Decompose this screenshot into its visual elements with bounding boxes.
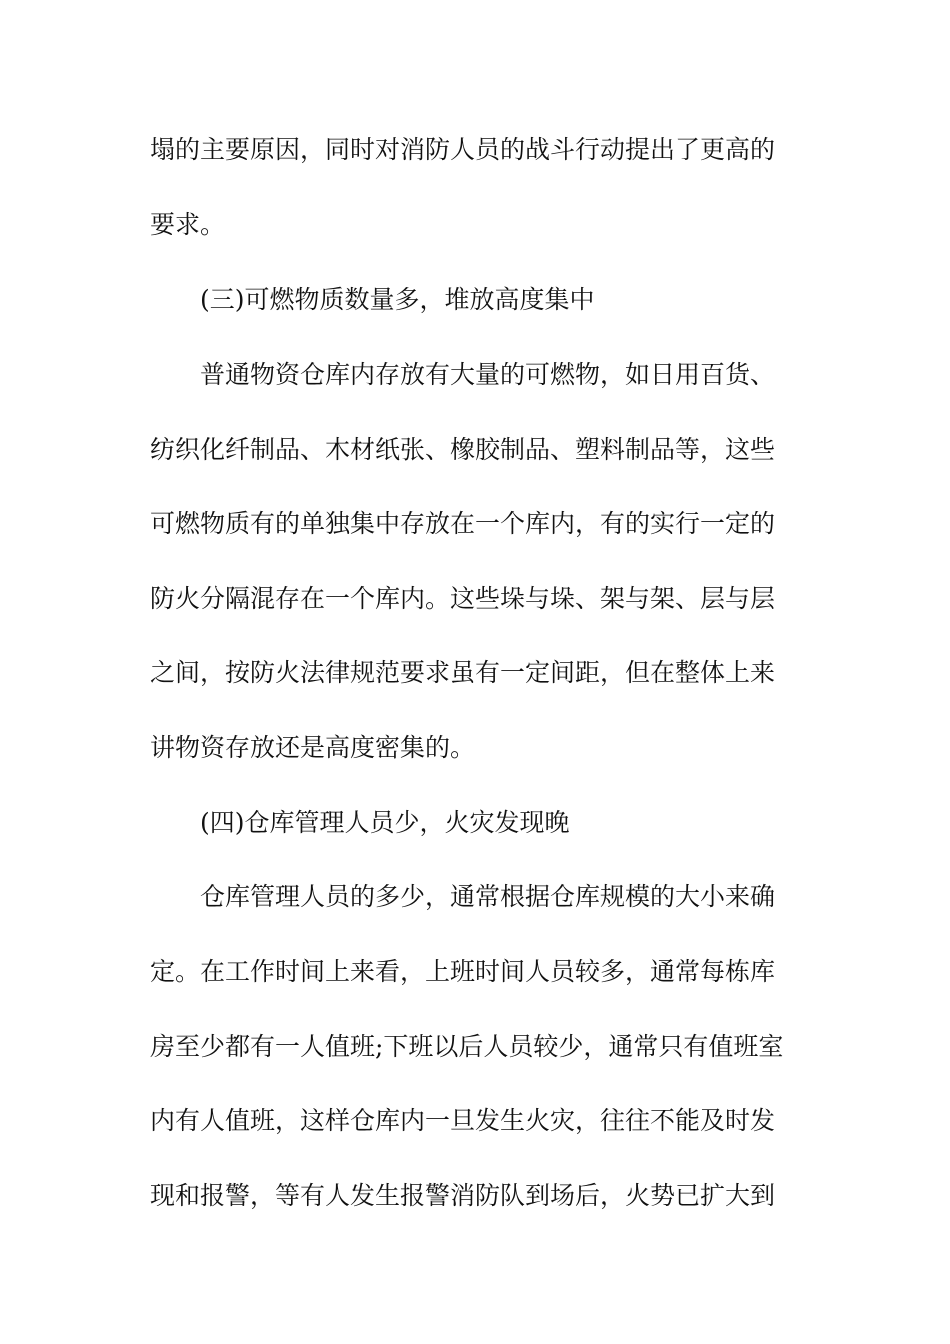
text-line: 可燃物质有的单独集中存放在一个库内，有的实行一定的: [150, 509, 776, 538]
text-line: 讲物资存放还是高度密集的。: [150, 733, 476, 762]
text-line: 定。在工作时间上来看，上班时间人员较多，通常每栋库: [150, 957, 776, 986]
text-line: 纺织化纤制品、木材纸张、橡胶制品、塑料制品等，这些: [150, 435, 776, 464]
section-heading-3: (三)可燃物质数量多，堆放高度集中: [200, 285, 595, 314]
text-line: 塌的主要原因，同时对消防人员的战斗行动提出了更高的: [150, 135, 776, 164]
text-line: 防火分隔混存在一个库内。这些垛与垛、架与架、层与层: [150, 584, 776, 613]
text-line: 之间，按防火法律规范要求虽有一定间距，但在整体上来: [150, 658, 776, 687]
text-line: 现和报警，等有人发生报警消防队到场后，火势已扩大到: [150, 1181, 776, 1210]
text-line: 内有人值班，这样仓库内一旦发生火灾，往往不能及时发: [150, 1106, 776, 1135]
section-heading-4: (四)仓库管理人员少，火灾发现晚: [200, 808, 570, 837]
text-line: 仓库管理人员的多少，通常根据仓库规模的大小来确: [200, 882, 776, 911]
text-line: 要求。: [150, 210, 226, 239]
text-line: 房至少都有一人值班;下班以后人员较少，通常只有值班室: [150, 1032, 784, 1061]
text-line: 普通物资仓库内存放有大量的可燃物，如日用百货、: [200, 360, 776, 389]
